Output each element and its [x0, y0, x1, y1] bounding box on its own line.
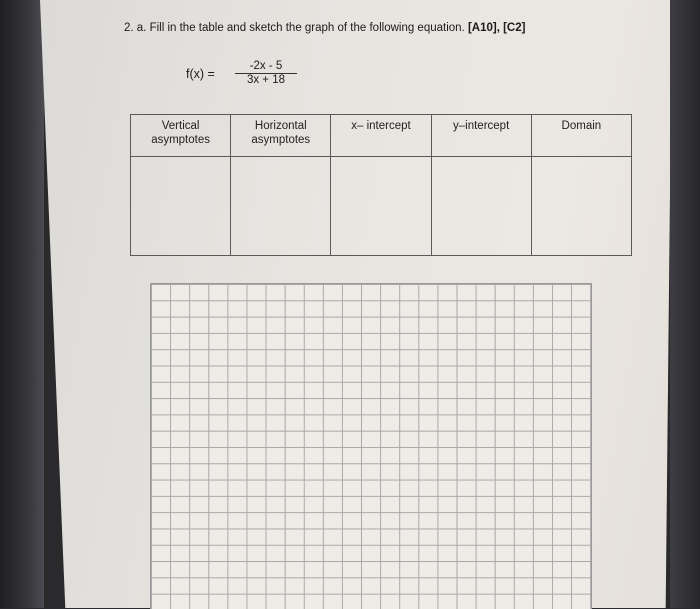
header-line: Domain — [561, 120, 602, 132]
header-vertical-asymptotes — [131, 115, 231, 157]
header-horizontal-asymptotes — [231, 115, 331, 157]
function-label: f(x) = — [186, 67, 215, 81]
question-marks: [A10], [C2] — [467, 22, 526, 34]
question-text: 2. a. Fill in the table and sketch the graph of the following equation. — [124, 22, 465, 34]
graph-paper-grid[interactable] — [150, 283, 592, 609]
answer-cell-vertical-asymptotes[interactable] — [131, 157, 231, 256]
answer-cell-horizontal-asymptotes[interactable] — [231, 157, 331, 256]
header-line: x– intercept — [351, 120, 411, 132]
fraction-numerator: -2x - 5 — [249, 60, 283, 72]
header-line: y–intercept — [453, 120, 510, 132]
header-y-intercept — [431, 115, 531, 157]
header-line: asymptotes — [151, 134, 210, 146]
answer-table-row — [131, 157, 632, 256]
header-line: asymptotes — [251, 134, 311, 146]
screen-bezel-left — [0, 0, 44, 608]
question-prompt — [124, 22, 525, 34]
function-fraction — [235, 60, 297, 86]
header-line: Vertical — [161, 120, 200, 132]
answer-table-header-row — [131, 115, 632, 157]
header-x-intercept — [331, 115, 431, 157]
answer-cell-domain[interactable] — [531, 157, 631, 256]
fraction-denominator: 3x + 18 — [246, 74, 286, 86]
answer-table — [130, 114, 632, 256]
header-domain — [531, 115, 631, 157]
screen-bezel-right — [670, 0, 700, 608]
header-line: Horizontal — [254, 120, 307, 132]
answer-cell-y-intercept[interactable] — [431, 157, 531, 256]
answer-cell-x-intercept[interactable] — [331, 157, 431, 256]
